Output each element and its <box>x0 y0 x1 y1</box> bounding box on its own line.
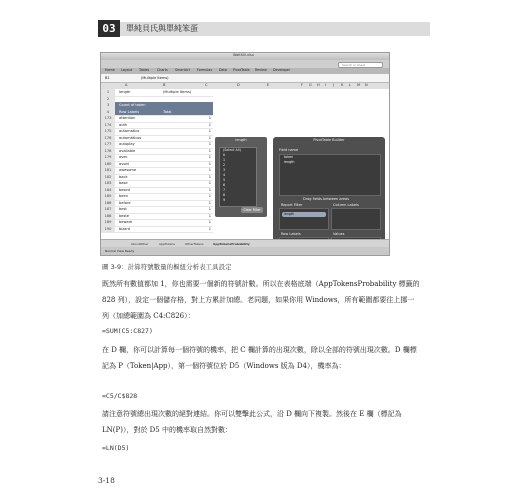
row-count: 1 <box>208 213 211 218</box>
field-item[interactable]: length <box>284 160 295 164</box>
column-header[interactable]: D <box>237 83 240 87</box>
row-label: beste <box>119 213 129 218</box>
row-count: 1 <box>208 122 211 127</box>
formula-bar[interactable] <box>101 74 389 83</box>
row-number: 3 <box>101 102 115 109</box>
row-count: 1 <box>208 142 211 146</box>
row-count: 1 <box>208 135 211 140</box>
field-name-label: Field name <box>279 148 299 152</box>
ribbon-tab[interactable]: Data <box>219 68 227 72</box>
row-label: before <box>119 200 131 205</box>
row-label: avec <box>119 155 128 159</box>
filter-popup-title: length <box>235 138 247 142</box>
row-count: 1 <box>208 226 211 231</box>
column-header[interactable]: M <box>357 83 361 87</box>
filter-checkbox-item[interactable]: 4 <box>223 173 226 177</box>
column-header[interactable]: L <box>349 83 351 87</box>
report-filter-field[interactable]: length <box>282 212 326 217</box>
filter-checkbox-item[interactable]: 3 <box>223 168 226 172</box>
row-number: 182 <box>101 174 115 181</box>
paragraph-2: 在 D 欄，你可以計算每一個符號的機率，把 C 欄計算的出現次數，除以全部的符號出現次數。D 欄標記為 P（Token|App），第一個符號位於 D5（Windows 版為 D4），機率為： <box>102 346 417 370</box>
row-count: 1 <box>208 181 211 185</box>
filter-value[interactable]: (Multiple Items) <box>163 90 192 94</box>
column-header[interactable]: C <box>205 83 208 87</box>
status-bar <box>101 247 389 255</box>
row-number: 175 <box>101 128 115 135</box>
figure-caption: 圖 3-9：計算符號數量的樞紐分析表工具設定 <box>102 263 232 271</box>
row-label: based <box>119 187 130 192</box>
column-header[interactable]: E <box>267 83 270 87</box>
sheet-tab[interactable]: OtherTokens <box>185 242 204 246</box>
row-label: autoplay <box>119 142 135 146</box>
row-label: avoid <box>119 161 129 166</box>
ribbon-tab[interactable]: Review <box>255 68 267 72</box>
length-filter-popup <box>215 137 267 217</box>
filter-checkbox-item[interactable]: 5 <box>223 178 226 182</box>
filter-label: length <box>119 90 131 94</box>
column-header[interactable]: H <box>317 83 320 87</box>
paragraph-1: 既然所有數值都加 1，你也需要一個新的符號計數。所以在表格底端（AppTokensProbability 標籤的 828 列），設定一個儲存格，對上方累計加總。老同題，如果你用 Windows，所有範圍都要往上挪一列（加總範圍為 C4:C826）： <box>102 280 420 320</box>
column-header[interactable]: K <box>341 83 344 87</box>
window-title-bar <box>101 53 389 60</box>
column-header[interactable]: B <box>163 83 166 87</box>
ribbon-tab[interactable]: SmartArt <box>175 68 190 72</box>
row-number: 190 <box>101 226 115 233</box>
column-header[interactable]: N <box>365 83 368 87</box>
row-label: available <box>119 148 136 153</box>
page-number: 3-18 <box>98 476 115 485</box>
row-count: 1 <box>208 148 211 153</box>
row-label: best <box>119 207 127 211</box>
filter-checkbox-item[interactable]: 6 <box>223 183 226 187</box>
sheet-tab-active[interactable]: AppTokensProbability <box>213 242 250 246</box>
row-label: back <box>119 174 128 179</box>
filter-checkbox-item[interactable]: 7 <box>223 188 226 192</box>
clear-filter-button[interactable]: Clear Filter <box>241 207 263 213</box>
row-number: 4 <box>101 109 115 116</box>
column-header[interactable]: J <box>333 83 335 87</box>
row-label: been <box>119 194 128 198</box>
filter-checkbox-item[interactable]: (Select All) <box>223 148 241 152</box>
row-count: 1 <box>208 155 211 159</box>
ribbon-tab[interactable]: Charts <box>157 68 168 72</box>
field-list[interactable] <box>279 154 381 196</box>
row-number: 184 <box>101 187 115 194</box>
row-number: 181 <box>101 167 115 174</box>
row-count: 1 <box>208 116 211 120</box>
code-line-3: =LN(D5) <box>102 444 130 452</box>
row-count: 1 <box>208 161 211 166</box>
row-label: bizard <box>119 226 131 231</box>
status-text: Normal View Ready <box>105 249 135 253</box>
row-number: 179 <box>101 154 115 161</box>
ribbon-tab[interactable]: Layout <box>121 68 133 72</box>
formula-text: (Multiple Items) <box>141 76 169 80</box>
row-number: 180 <box>101 161 115 168</box>
row-number: 1 <box>101 89 115 96</box>
row-number: 188 <box>101 213 115 220</box>
row-number: 185 <box>101 193 115 200</box>
filter-checkbox-item[interactable]: 0 <box>223 153 226 157</box>
row-count: 1 <box>208 174 211 179</box>
report-filter-zone[interactable] <box>279 208 329 230</box>
row-label: automáticos <box>119 135 142 140</box>
row-labels-header[interactable]: Row Labels <box>119 109 140 114</box>
row-number: 189 <box>101 219 115 226</box>
builder-title: PivotTable Builder <box>313 138 345 142</box>
drag-hint: Drag fields between areas <box>303 197 349 201</box>
column-header[interactable]: G <box>309 83 312 87</box>
cell-reference: B1 <box>105 76 110 80</box>
excel-screenshot <box>100 52 390 256</box>
total-header: Total <box>163 109 172 114</box>
filter-checkbox-item[interactable]: 1 <box>223 158 226 162</box>
ribbon-tab[interactable]: Formulas <box>197 68 213 72</box>
filter-item-list[interactable] <box>219 147 257 207</box>
toolbar <box>101 60 389 68</box>
chapter-title: 單純貝氏與單純笨蛋 <box>126 24 198 33</box>
row-label: beware <box>119 220 133 224</box>
row-number: 176 <box>101 135 115 142</box>
ribbon-tab[interactable]: PivotTable <box>233 68 250 72</box>
report-filter-heading: Report Filter <box>281 203 303 207</box>
ribbon-tab[interactable]: Developer <box>273 68 290 72</box>
ribbon-tab[interactable]: Home <box>105 68 115 72</box>
values-heading: Values <box>333 232 345 236</box>
row-number: 173 <box>101 115 115 122</box>
row-count: 1 <box>208 187 211 192</box>
row-count: 1 <box>208 200 211 205</box>
sheet-tab[interactable]: AppTokens <box>159 242 175 246</box>
field-item[interactable]: token <box>284 155 294 159</box>
table-row[interactable] <box>101 226 213 234</box>
row-count: 1 <box>208 194 211 198</box>
filter-checkbox-item[interactable]: 8 <box>223 193 226 197</box>
row-label: base <box>119 181 128 185</box>
filter-checkbox-item[interactable]: 9 <box>223 198 226 202</box>
code-line-2: =C5/C$828 <box>102 392 138 400</box>
window-title: WaitSill.xlsx <box>233 53 254 57</box>
column-header[interactable]: A <box>125 83 128 87</box>
row-count: 1 <box>208 129 211 133</box>
row-count: 1 <box>208 207 211 211</box>
pivot-value-field: Count of token <box>119 103 146 107</box>
row-label: attention <box>119 116 136 120</box>
row-number: 178 <box>101 148 115 155</box>
row-number: 174 <box>101 122 115 129</box>
code-line-1: =SUM(C5:C827) <box>102 327 153 335</box>
column-labels-zone[interactable] <box>331 208 381 230</box>
row-number: 177 <box>101 141 115 148</box>
chapter-number: 03 <box>98 20 120 37</box>
row-count: 1 <box>208 168 211 172</box>
column-header[interactable]: F <box>301 83 304 87</box>
row-labels-heading: Row Labels <box>281 232 301 236</box>
ribbon-tab[interactable]: Tables <box>139 68 150 72</box>
row-label: awesome <box>119 168 137 172</box>
row-label: automatico <box>119 129 140 133</box>
sheet-grid[interactable] <box>101 89 389 239</box>
filter-checkbox-item[interactable]: 2 <box>223 163 226 167</box>
search-input[interactable]: Search in sheet <box>338 62 383 68</box>
column-labels-heading: Column Labels <box>333 203 359 207</box>
column-header[interactable]: I <box>325 83 327 87</box>
row-number: 187 <box>101 206 115 213</box>
row-number: 2 <box>101 96 115 103</box>
row-label: auth <box>119 122 128 127</box>
row-count: 1 <box>208 220 211 224</box>
row-number: 183 <box>101 180 115 187</box>
paragraph-3: 請注意符號總出現次數的絕對連結。你可以雙擊此公式，沿 D 欄向下複製。然後在 E 欄（標記為 LN(P)），對於 D5 中的機率取自然對數： <box>102 410 402 434</box>
sheet-tab[interactable]: AboutOther <box>131 242 149 246</box>
row-number: 186 <box>101 200 115 207</box>
